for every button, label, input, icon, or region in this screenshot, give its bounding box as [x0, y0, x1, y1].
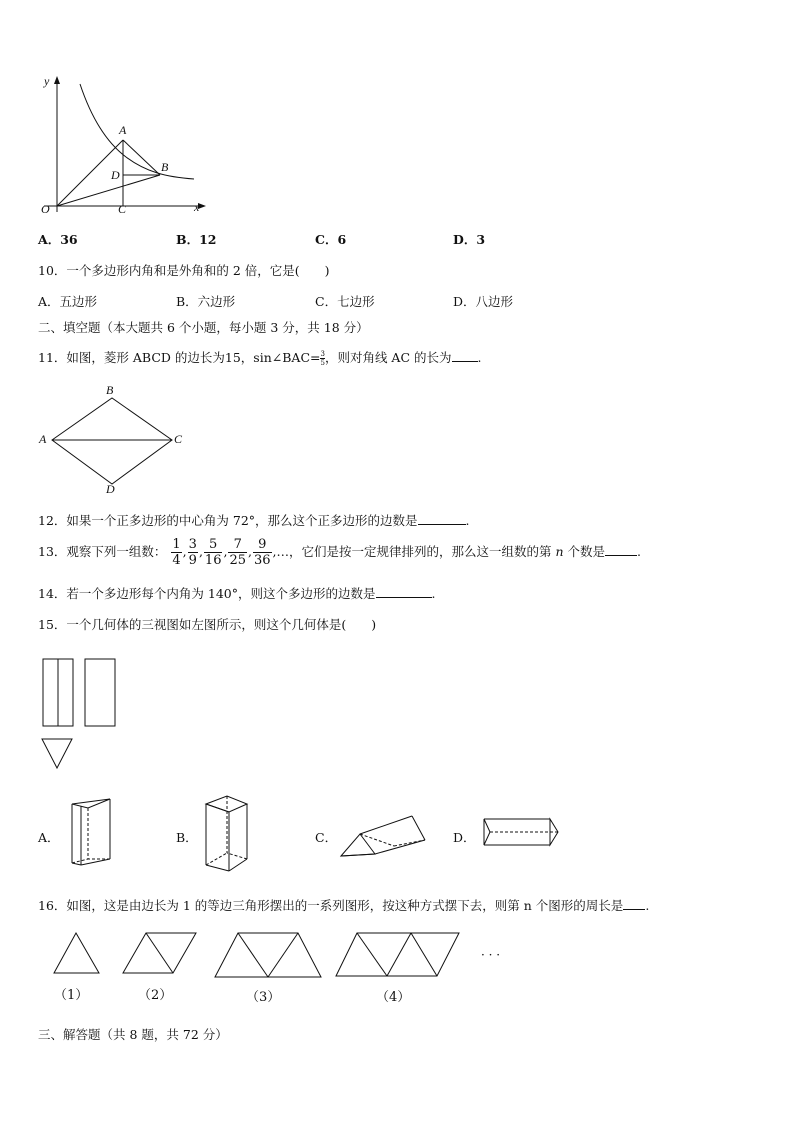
q9-graph — [36, 72, 211, 222]
q12-stem — [38, 511, 470, 529]
q16-figure-4 — [333, 930, 463, 980]
q11-stem — [38, 348, 481, 367]
q13-n: n — [555, 544, 564, 559]
q13-stem: 13．观察下列一组数： $\frac{1}{4}$ , $\frac{3}{9}$ , $\frac{5}{16}$ , $\frac{7}{25}$ , $\frac{9}{36}$ ,…，它们是按一定规律排列的，那么这一组数的第 n 个数是 . — [38, 537, 642, 568]
q15-option-d[interactable]: D． — [453, 830, 476, 845]
q11-rhombus — [36, 382, 196, 502]
q13-frac-num: 1 — [172, 537, 181, 552]
q15-option-a[interactable]: A． — [38, 830, 60, 845]
q10-option-b[interactable]: B．六边形 — [176, 294, 236, 309]
q16-caption-1: （1） — [54, 988, 89, 1003]
q13-fraction — [253, 537, 272, 568]
q14-stem — [38, 584, 435, 602]
q13-prefix: 13．观察下列一组数： — [38, 544, 167, 559]
q13-frac-num: 7 — [228, 537, 247, 553]
q9-label-c: C — [118, 202, 127, 216]
q9-label-d: D — [111, 168, 120, 182]
q13-frac-den: 16 — [204, 553, 222, 568]
q9-label-b: B — [161, 160, 169, 174]
q13-suffix-b: 个数是 — [563, 544, 606, 559]
q11-frac-num: 3 — [320, 350, 325, 358]
q16-answer-blank[interactable] — [623, 897, 645, 910]
q15-option-a-figure[interactable] — [66, 795, 116, 869]
q16-caption-4: （4） — [376, 990, 411, 1005]
q10-stem: 10．一个多边形内角和是外角和的 2 倍，它是( ) — [38, 263, 330, 278]
q9-label-x: x — [194, 200, 200, 214]
q13-frac-den: 36 — [253, 553, 271, 568]
q13-fraction — [228, 537, 247, 568]
q10-option-a[interactable]: A．五边形 — [38, 294, 98, 309]
q13-frac-num: 3 — [188, 537, 197, 552]
q9-option-a[interactable]: A．36 — [38, 232, 78, 247]
q15-option-b-figure[interactable] — [203, 793, 251, 873]
q16-text: 16．如图，这是由边长为 1 的等边三角形摆出的一系列图形，按这种方式摆下去，则第 n 个图形的周长是 — [38, 898, 624, 913]
q13-suffix-a: ，它们是按一定规律排列的，那么这一组数的第 — [289, 544, 556, 559]
q13-frac-num: 9 — [253, 537, 272, 553]
q16-caption-2: （2） — [138, 988, 173, 1003]
q11-label-c: C — [174, 432, 183, 446]
q11-frac-den: 5 — [320, 359, 325, 367]
q16-stem — [38, 896, 649, 914]
section-2-title: 二、填空题（本大题共 6 个小题，每小题 3 分，共 18 分） — [38, 320, 369, 335]
q11-stem-b: ，则对角线 AC 的长为 — [324, 350, 452, 365]
q16-figure-3 — [212, 930, 324, 980]
q14-text: 14．若一个多边形每个内角为 140°，则这个多边形的边数是 — [38, 586, 376, 601]
q9-label-a: A — [119, 123, 127, 137]
q12-answer-blank[interactable] — [418, 512, 466, 525]
q15-option-b[interactable]: B． — [176, 830, 198, 845]
section-3-title: 三、解答题（共 8 题，共 72 分） — [38, 1027, 228, 1042]
q13-fraction — [188, 537, 198, 568]
q16-ellipsis: · · · — [481, 948, 501, 962]
q11-stem-end: . — [477, 350, 482, 365]
q16-figure-2 — [120, 930, 200, 976]
q9-label-y: y — [44, 74, 50, 88]
q13-fraction — [204, 537, 223, 568]
q11-label-b: B — [106, 383, 114, 397]
q11-stem-a: 11．如图，菱形 ABCD 的边长为15，sin∠BAC= — [38, 350, 321, 365]
q11-answer-blank[interactable] — [452, 349, 478, 362]
q13-fraction — [171, 537, 181, 568]
q13-answer-blank[interactable] — [605, 543, 637, 556]
q13-end: . — [637, 544, 642, 559]
q15-option-c-figure[interactable] — [338, 812, 430, 862]
q14-end: . — [431, 586, 436, 601]
q10-option-d[interactable]: D．八边形 — [453, 294, 514, 309]
q15-stem: 15．一个几何体的三视图如左图所示，则这个几何体是( ) — [38, 617, 377, 632]
q13-frac-num: 5 — [204, 537, 223, 553]
q13-frac-den: 25 — [229, 553, 246, 568]
q12-end: . — [465, 513, 470, 528]
q14-answer-blank[interactable] — [376, 585, 432, 598]
q13-frac-den: 9 — [188, 553, 197, 568]
q15-option-c[interactable]: C． — [315, 830, 338, 845]
q11-label-a: A — [39, 432, 47, 446]
q11-label-d: D — [106, 482, 115, 496]
q15-three-views — [38, 655, 128, 775]
q15-option-d-figure[interactable] — [478, 812, 562, 852]
q16-figure-1 — [52, 930, 102, 976]
q13-ellipsis: ,… — [272, 544, 290, 559]
q10-option-c[interactable]: C．七边形 — [315, 294, 375, 309]
q16-end: . — [645, 898, 650, 913]
q9-option-b[interactable]: B．12 — [176, 232, 217, 247]
q13-frac-den: 4 — [172, 553, 181, 568]
q9-label-o: O — [41, 202, 50, 216]
q9-option-d[interactable]: D．3 — [453, 232, 486, 247]
q9-option-c[interactable]: C．6 — [315, 232, 347, 247]
q16-caption-3: （3） — [246, 990, 281, 1005]
q12-text: 12．如果一个正多边形的中心角为 72°，那么这个正多边形的边数是 — [38, 513, 418, 528]
